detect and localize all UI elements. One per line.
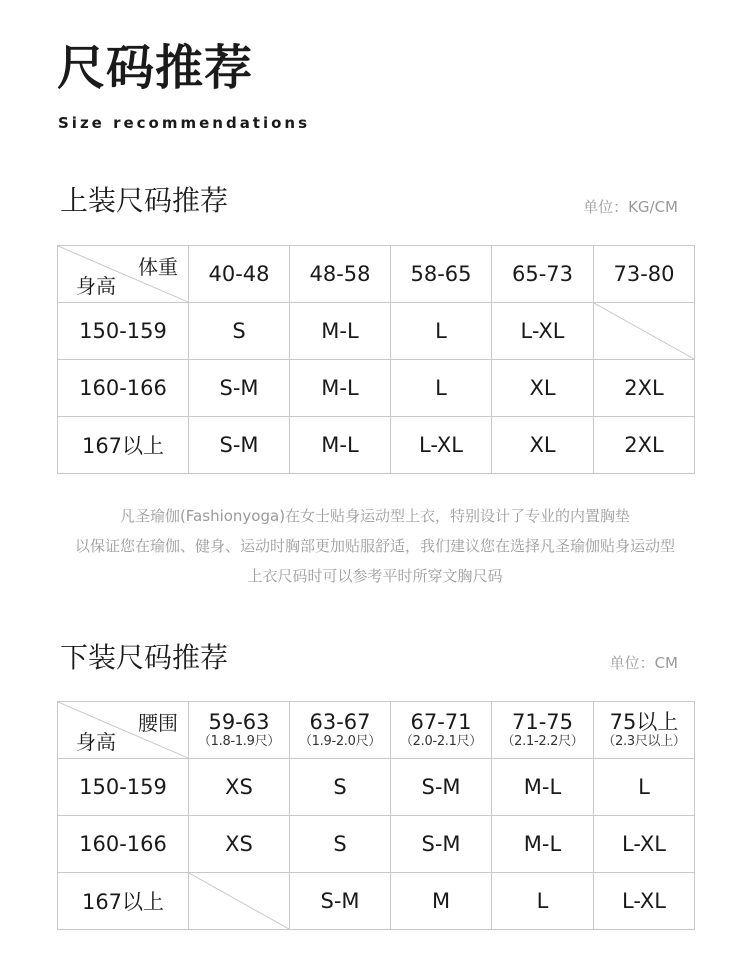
waist-range: 75以上 xyxy=(609,709,679,734)
waist-range: 67-71 xyxy=(410,709,472,734)
column-header: 58-65 xyxy=(391,246,492,303)
size-cell: L-XL xyxy=(594,873,695,930)
corner-weight-label: 体重 xyxy=(138,255,178,279)
table-row xyxy=(58,816,695,873)
diagonal-line xyxy=(189,873,289,929)
top-unit-label: 单位：KG/CM xyxy=(583,198,678,216)
size-cell: M-L xyxy=(290,360,391,417)
row-label: 160-166 xyxy=(58,360,189,417)
row-label: 150-159 xyxy=(58,303,189,360)
size-cell: S xyxy=(290,759,391,816)
corner-height-label: 身高 xyxy=(76,274,116,298)
size-cell: M-L xyxy=(492,759,594,816)
size-cell: L-XL xyxy=(492,303,594,360)
table-header-row xyxy=(58,702,695,759)
table-row xyxy=(58,873,695,930)
empty-cell xyxy=(594,303,695,360)
size-cell: S xyxy=(290,816,391,873)
bottom-size-table xyxy=(57,701,695,930)
size-cell: XL xyxy=(492,417,594,474)
size-note xyxy=(0,501,750,591)
size-cell: L xyxy=(391,360,492,417)
note-line: 凡圣瑜伽(Fashionyoga)在女士贴身运动型上衣，特别设计了专业的内置胸垫 xyxy=(119,507,631,525)
column-header: 48-58 xyxy=(290,246,391,303)
size-cell: XS xyxy=(189,816,290,873)
corner-height-label: 身高 xyxy=(76,730,116,754)
waist-range: 63-67 xyxy=(309,709,371,734)
bottom-unit-label: 单位：CM xyxy=(609,654,678,672)
row-label: 167以上 xyxy=(58,417,189,474)
size-cell: M-L xyxy=(290,303,391,360)
waist-range-chi: （1.8-1.9尺） xyxy=(197,733,281,749)
waist-range: 71-75 xyxy=(511,709,574,734)
size-cell: M-L xyxy=(290,417,391,474)
size-cell: S-M xyxy=(189,360,290,417)
size-cell: XS xyxy=(189,759,290,816)
note-line: 以保证您在瑜伽、健身、运动时胸部更加贴服舒适，我们建议您在选择凡圣瑜伽贴身运动型 xyxy=(74,537,675,555)
table-row xyxy=(58,759,695,816)
waist-range: 59-63 xyxy=(208,709,270,734)
size-cell: S-M xyxy=(391,816,492,873)
size-cell: S-M xyxy=(391,759,492,816)
column-header: 73-80 xyxy=(594,246,695,303)
row-label: 150-159 xyxy=(58,759,189,816)
diagonal-line xyxy=(594,303,694,359)
table-corner-cell xyxy=(58,246,189,303)
table-row xyxy=(58,417,695,474)
size-cell: L-XL xyxy=(594,816,695,873)
bottom-section-title: 下装尺码推荐 xyxy=(60,641,229,674)
waist-range-chi: （2.3尺以上） xyxy=(602,733,686,749)
table-row xyxy=(58,303,695,360)
size-cell: XL xyxy=(492,360,594,417)
size-cell: S xyxy=(189,303,290,360)
waist-range-chi: （1.9-2.0尺） xyxy=(298,733,382,749)
row-label: 167以上 xyxy=(58,873,189,930)
empty-cell xyxy=(189,873,290,930)
top-section-title: 上装尺码推荐 xyxy=(60,184,229,217)
column-header xyxy=(594,702,695,759)
row-label: 160-166 xyxy=(58,816,189,873)
column-header xyxy=(290,702,391,759)
size-cell: L xyxy=(594,759,695,816)
size-cell: S-M xyxy=(290,873,391,930)
corner-waist-label: 腰围 xyxy=(138,711,178,735)
table-corner-cell xyxy=(58,702,189,759)
note-line: 上衣尺码时可以参考平时所穿文胸尺码 xyxy=(247,567,503,585)
column-header xyxy=(189,702,290,759)
page-subtitle: Size recommendations xyxy=(58,114,311,132)
size-cell: S-M xyxy=(189,417,290,474)
table-header-row xyxy=(58,246,695,303)
column-header xyxy=(492,702,594,759)
column-header: 40-48 xyxy=(189,246,290,303)
table-row xyxy=(58,360,695,417)
column-header xyxy=(391,702,492,759)
waist-range-chi: （2.0-2.1尺） xyxy=(399,733,483,749)
size-cell: L-XL xyxy=(391,417,492,474)
column-header: 65-73 xyxy=(492,246,594,303)
size-cell: L xyxy=(492,873,594,930)
size-cell: 2XL xyxy=(594,417,695,474)
top-size-table xyxy=(57,245,695,474)
size-cell: 2XL xyxy=(594,360,695,417)
waist-range-chi: （2.1-2.2尺） xyxy=(501,733,584,749)
size-cell: M xyxy=(391,873,492,930)
page-title: 尺码推荐 xyxy=(57,40,254,96)
size-cell: L xyxy=(391,303,492,360)
size-cell: M-L xyxy=(492,816,594,873)
